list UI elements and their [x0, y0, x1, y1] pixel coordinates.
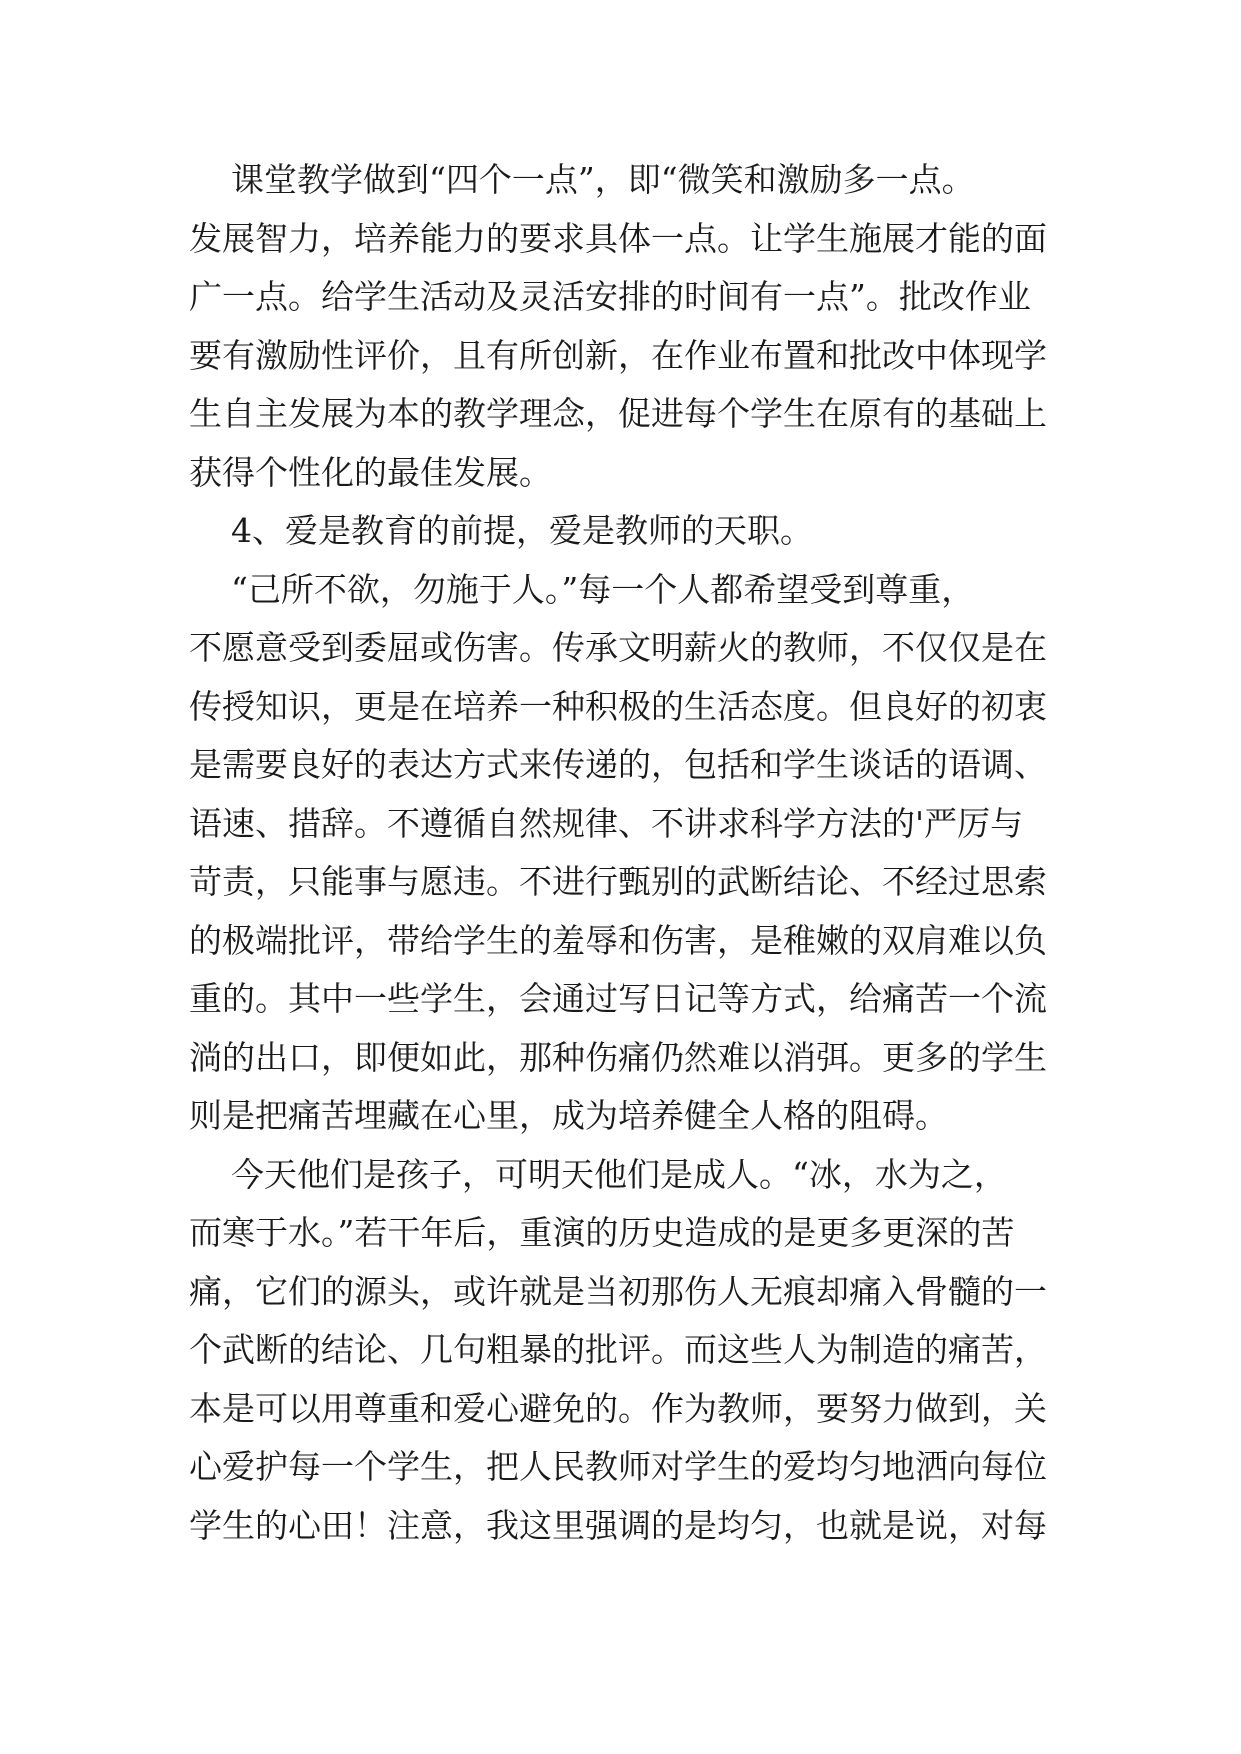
- text-line: 生自主发展为本的教学理念，促进每个学生在原有的基础上: [189, 394, 1047, 433]
- text-line: 淌的出口，即便如此，那种伤痛仍然难以消弭。更多的学生: [189, 1037, 1047, 1077]
- text-line: 是需要良好的表达方式来传递的，包括和学生谈话的语调、: [189, 745, 1047, 784]
- text-line: 则是把痛苦埋藏在心里，成为培养健全人格的阻碍。: [189, 1096, 948, 1135]
- text-line: 获得个性化的最佳发展。: [189, 452, 552, 492]
- text-line: 重的。其中一些学生，会通过写日记等方式，给痛苦一个流: [189, 979, 1047, 1018]
- text-line: 语速、措辞。不遵循自然规律、不讲求科学方法的'严厉与: [189, 803, 1024, 843]
- text-line: 4、爱是教育的前提，爱是教师的天职。: [189, 511, 813, 550]
- text-line: 不愿意受到委屈或伤害。传承文明薪火的教师，不仅仅是在: [189, 628, 1047, 667]
- text-line: “己所不欲，勿施于人。”每一个人都希望受到尊重，: [189, 569, 975, 609]
- text-line: 痛，它们的源头，或许就是当初那伤人无痕却痛入骨髓的一: [189, 1271, 1047, 1311]
- text-line: 个武断的结论、几句粗暴的批评。而这些人为制造的痛苦，: [189, 1330, 1047, 1369]
- text-line: 传授知识，更是在培养一种积极的生活态度。但良好的初衷: [189, 686, 1047, 726]
- text-line: 苛责，只能事与愿违。不进行甄别的武断结论、不经过思索: [189, 862, 1047, 901]
- text-line: 课堂教学做到“四个一点”，即“微笑和激励多一点。: [189, 160, 975, 199]
- text-line: 发展智力，培养能力的要求具体一点。让学生施展才能的面: [189, 218, 1047, 258]
- text-line: 学生的心田！注意，我这里强调的是均匀，也就是说，对每: [189, 1505, 1047, 1545]
- text-line: 要有激励性评价，且有所创新，在作业布置和批改中体现学: [189, 335, 1047, 375]
- text-line: 而寒于水。”若干年后，重演的历史造成的是更多更深的苦: [189, 1213, 1015, 1252]
- text-line: 今天他们是孩子，可明天他们是成人。“冰，水为之，: [189, 1154, 1007, 1194]
- text-line: 心爱护每一个学生，把人民教师对学生的爱均匀地洒向每位: [189, 1447, 1047, 1486]
- text-line: 本是可以用尊重和爱心避免的。作为教师，要努力做到，关: [189, 1388, 1047, 1428]
- text-line: 广一点。给学生活动及灵活安排的时间有一点”。批改作业: [189, 277, 1031, 316]
- document-body: [189, 151, 1069, 1555]
- text-line: 的极端批评，带给学生的羞辱和伤害，是稚嫩的双肩难以负: [189, 920, 1047, 960]
